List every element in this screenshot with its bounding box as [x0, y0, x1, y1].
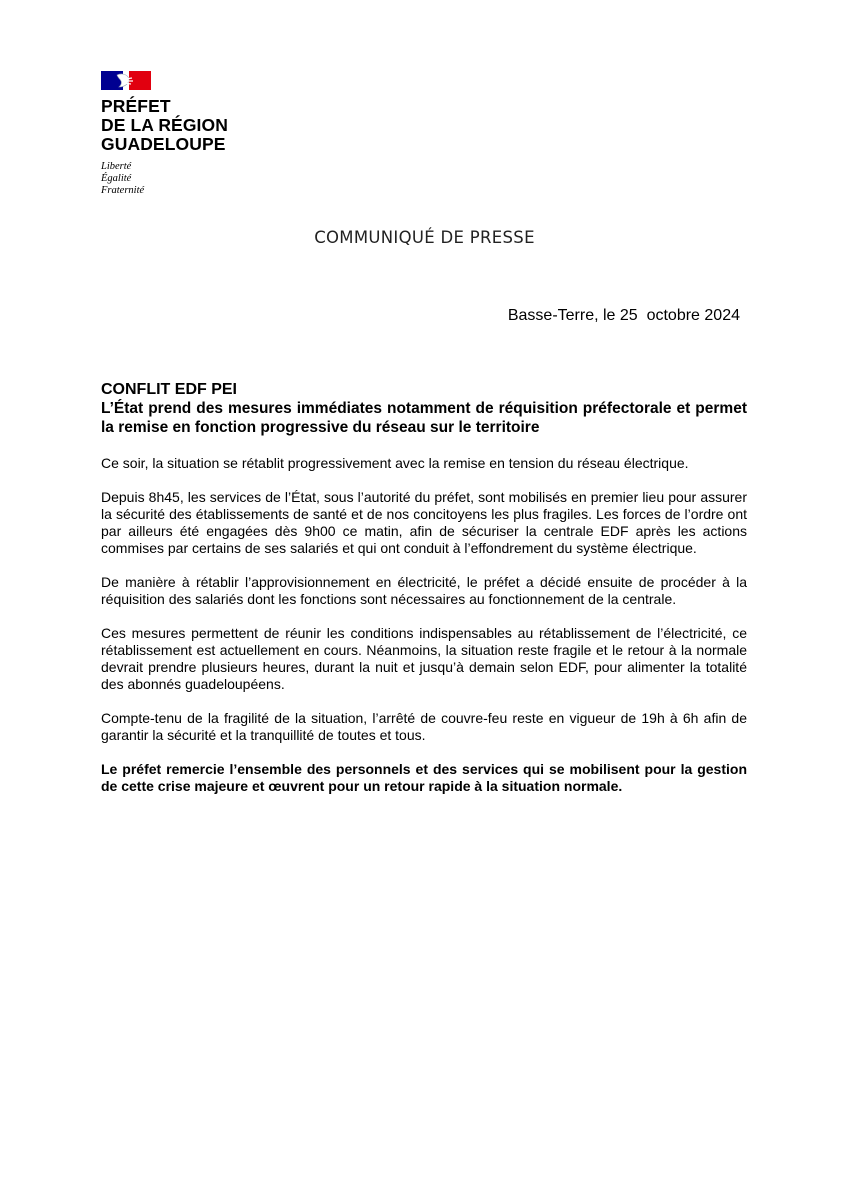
body-paragraph: De manière à rétablir l’approvisionnement en électricité, le préfet a décidé ensuite de procéder à la réquisition des salariés dont les fonctions sont nécessaires au fonctionnement de la centrale. [101, 574, 747, 607]
body-paragraph: Depuis 8h45, les services de l’État, sous l’autorité du préfet, sont mobilisés en premier lieu pour assurer la sécurité des établissements de santé et de nos concitoyens les plus fragiles. Les forces de l’ordre ont par ailleurs été engagées dès 9h00 ce matin, afin de sécuriser la centrale EDF après les actions commises par certains de ses salariés et qui ont conduit à l’effondrement du système électrique. [101, 489, 747, 556]
motto-line: Égalité [101, 173, 132, 184]
release-subtitle: L’État prend des mesures immédiates notamment de réquisition préfectorale et permet la remise en fonction progressive du réseau sur le territoire [101, 400, 747, 436]
body-paragraph: Ce soir, la situation se rétablit progressivement avec la remise en tension du réseau électrique. [101, 455, 689, 471]
motto-line: Fraternité [101, 185, 145, 196]
closing-paragraph: Le préfet remercie l’ensemble des personnels et des services qui se mobilisent pour la gestion de cette crise majeure et œuvrent pour un retour rapide à la situation normale. [101, 761, 747, 794]
prefecture-name-line: GUADELOUPE [101, 134, 226, 154]
document-type-label: COMMUNIQUÉ DE PRESSE [314, 228, 535, 247]
body-paragraph: Ces mesures permettent de réunir les conditions indispensables au rétablissement de l’électricité, ce rétablissement est actuellement en cours. Néanmoins, la situation reste fragile et le retour à la normale devrait prendre plusieurs heures, durant la nuit et jusqu’à demain selon EDF, pour alimenter la totalité des abonnés guadeloupéens. [101, 625, 747, 692]
document-type-heading [0, 228, 849, 247]
prefecture-logo [101, 71, 228, 197]
prefecture-name-line: DE LA RÉGION [101, 115, 228, 135]
republic-motto [101, 161, 228, 197]
motto-line: Liberté [101, 161, 132, 172]
prefecture-name [101, 97, 228, 154]
release-title: CONFLIT EDF PEI [101, 381, 237, 398]
marianne-flag-icon [101, 71, 151, 90]
body-paragraph: Compte-tenu de la fragilité de la situation, l’arrêté de couvre-feu reste en vigueur de 19h à 6h afin de garantir la sécurité et la tranquillité de toutes et tous. [101, 710, 747, 743]
date-line: Basse-Terre, le 25 octobre 2024 [507, 307, 740, 324]
prefecture-name-line: PRÉFET [101, 96, 171, 116]
press-release-body [101, 380, 747, 812]
